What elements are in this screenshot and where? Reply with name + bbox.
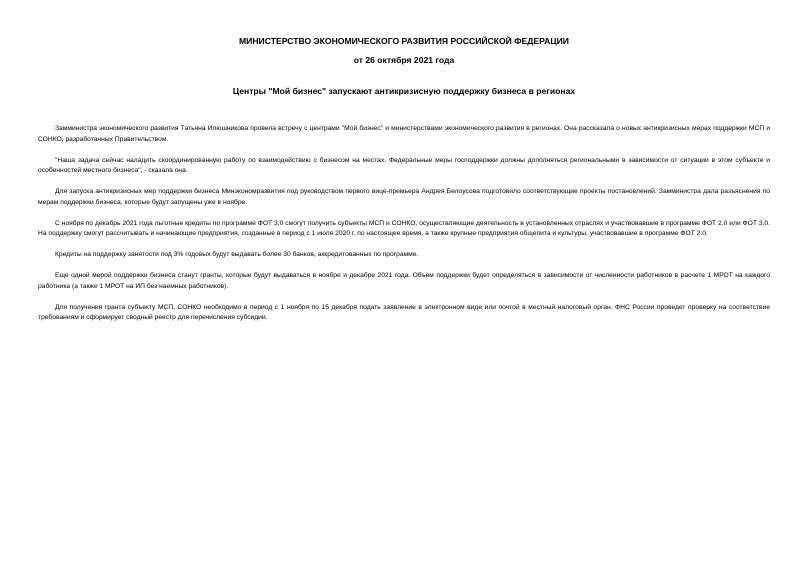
document-title: Центры "Мой бизнес" запускают антикризисную поддержку бизнеса в регионах [232, 86, 576, 96]
paragraph: Кредиты на поддержку занятости под 3% годовых будут выдавать более 30 банков, аккредитованных по программе. [55, 251, 419, 258]
paragraph: Замминистра экономического развития Татьяна Илюшникова провела встречу с центрами "Мой бизнес" и министерствами экономического развития в регионах. Она рассказала о новых антикризисных мерах поддержки МСП и СОНКО, разработанных Правительством. [38, 125, 770, 143]
paragraph: "Наша задача сейчас наладить скоординированную работу по взаимодействию с бизнесом на местах. Федеральные меры господдержки должны дополняться региональными в зависимости от ситуации в этом субъекте и особенностей местного бизнеса", - сказала она. [38, 156, 770, 174]
paragraph: Для запуска антикризисных мер поддержки бизнеса Минэкономразвития под руководством первого вице-премьера Андрея Белоусова подготовило соответствующие проекты постановлений. Замминистра дала разъяснения по мерам поддержки бизнеса, которые будут запущены уже в ноябре. [38, 188, 770, 206]
ministry-heading: МИНИСТЕРСТВО ЭКОНОМИЧЕСКОГО РАЗВИТИЯ РОССИЙСКОЙ ФЕДЕРАЦИИ [239, 36, 569, 46]
paragraph: Для получения гранта субъекту МСП, СОНКО необходимо в период с 1 ноября по 15 декабря подать заявление в электронном виде или почтой в местный налоговый орган. ФНС России проведет проверку на соответствие требованиям и сформирует сводный реестр для перечисления субсидии. [38, 303, 770, 321]
document-body [38, 124, 770, 334]
paragraph: С ноября по декабрь 2021 года льготные кредиты по программе ФОТ 3.0 смогут получить субъекты МСП и СОНКО, осуществляющие деятельность в установленных отраслях и участвовавшие в программе ФОТ 2.0 или ФОТ 3.0. На поддержку смогут рассчитывать и начинающие предприятия, созданные в период с 1 июля 2020 г. по настоящее время, а также крупные предприятия общепита и культуры, участвовавшие в программе ФОТ 2.0. [38, 219, 770, 237]
document-date: от 26 октября 2021 года [353, 55, 455, 65]
paragraph: Еще одной мерой поддержки бизнеса станут гранты, которые будут выдаваться в ноябре и декабре 2021 года. Объем поддержки будет определяться в зависимости от численности работников в расчете 1 МРОТ на каждого работника (а также 1 МРОТ на ИП без наемных работников). [38, 272, 770, 290]
